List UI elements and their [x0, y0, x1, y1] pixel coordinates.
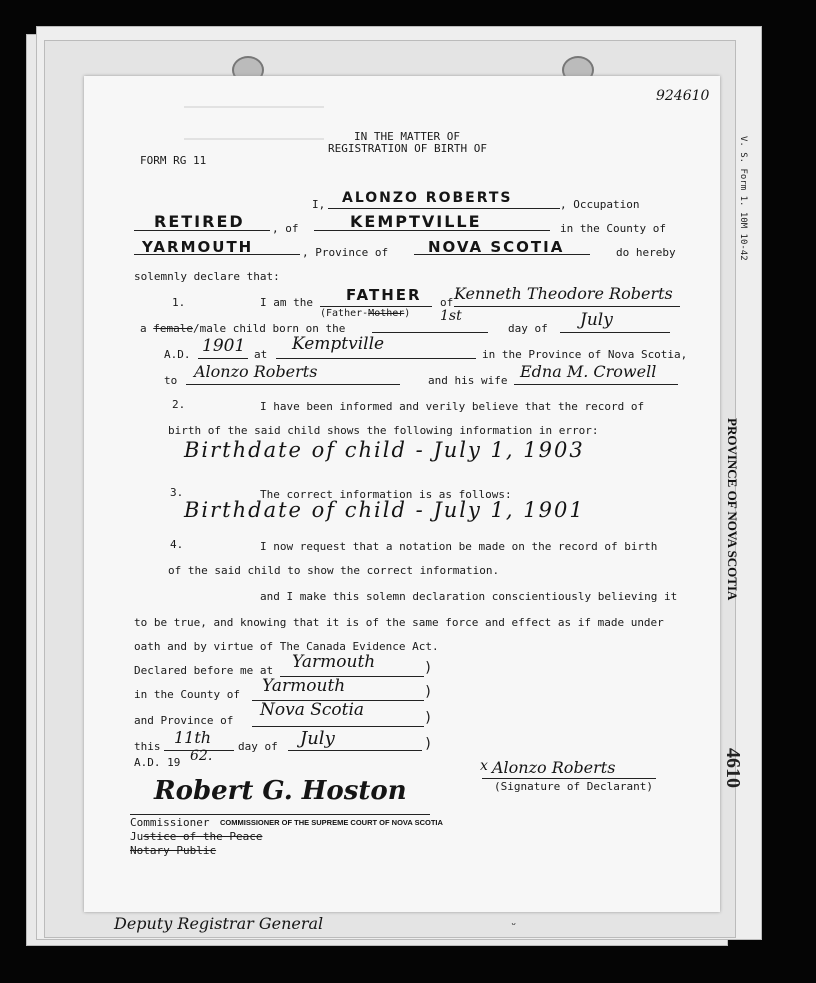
item2-number: 2. [172, 398, 186, 411]
closing-line2: to be true, and knowing that it is of the same force and effect as if made under [134, 616, 664, 629]
justice-line [130, 830, 262, 843]
birth-day: 1st [440, 308, 462, 324]
birth-month: July [580, 310, 613, 330]
bracket-1: ) [424, 660, 433, 676]
declarant-mark: x [480, 758, 488, 774]
day-of-label: day of [508, 322, 548, 335]
declarant-caption: (Signature of Declarant) [494, 780, 653, 793]
item1-of-label: of [440, 296, 454, 309]
heading-line1: IN THE MATTER OF [354, 130, 460, 143]
item1-number: 1. [172, 296, 186, 309]
ad-label: A.D. [164, 348, 191, 361]
bracket-4: ) [424, 736, 433, 752]
sex-suffix: /male child born on the [193, 322, 346, 335]
residence-value: KEMPTVILLE [350, 212, 482, 231]
birth-year-line [198, 358, 248, 359]
footer-mark: ᵕ [510, 918, 518, 932]
error-value: Birthdate of child - July 1, 1903 [184, 438, 585, 462]
residence-line [314, 230, 550, 231]
sex-struck: female [153, 322, 193, 335]
declared-month-value: July [300, 728, 335, 749]
bleed-through-text [184, 106, 324, 140]
relation-line [320, 306, 432, 307]
child-name-line [454, 306, 680, 307]
birth-month-line [560, 332, 670, 333]
mother-name: Edna M. Crowell [520, 362, 657, 381]
relation-hint [320, 308, 410, 319]
declared-this-label: this [134, 740, 161, 753]
county-line [134, 254, 300, 255]
relation-hint-suffix: ) [404, 308, 411, 319]
bracket-3: ) [424, 710, 433, 726]
father-name: Alonzo Roberts [194, 362, 318, 381]
province-label: , Province of [302, 246, 389, 259]
declared-at-label: Declared before me at [134, 664, 274, 677]
in-province-label: in the Province of Nova Scotia, [482, 348, 688, 361]
form-id: FORM RG 11 [140, 154, 207, 167]
item3-number: 3. [170, 486, 184, 499]
justice-prefix: Ju [130, 830, 144, 843]
declared-province-label: and Province of [134, 714, 234, 727]
birth-place-line [276, 358, 476, 359]
province-line [414, 254, 590, 255]
solemnly-label: solemnly declare that: [134, 270, 280, 283]
declared-month-line [288, 750, 422, 751]
sex-prefix: a [140, 322, 154, 335]
item4-text2: of the said child to show the correct information. [168, 564, 500, 577]
mother-name-line [514, 384, 678, 385]
heading-line2: REGISTRATION OF BIRTH OF [328, 142, 487, 155]
relation-hint-prefix: (Father- [320, 308, 369, 319]
hereby-label: do hereby [616, 246, 676, 259]
item3-text: The correct information is as follows: [260, 488, 512, 501]
side-form-label: V. S. Form 1. 10M 10-42 [738, 136, 748, 261]
file-number: 924610 [656, 88, 710, 104]
item2-text1: I have been informed and verily believe that the record of [260, 400, 645, 413]
item4-text1: I now request that a notation be made on the record of birth [260, 540, 658, 553]
declared-ad-label: A.D. 19 [134, 756, 181, 769]
commissioner-line [130, 814, 430, 815]
birth-year: 1901 [202, 336, 246, 356]
declared-at-value: Yarmouth [292, 652, 376, 672]
item1-i-am-the: I am the [260, 296, 313, 309]
item2-text2: birth of the said child shows the following information in error: [168, 424, 599, 437]
commissioner-stamp: COMMISSIONER OF THE SUPREME COURT OF NOVA SCOTIA [220, 818, 443, 827]
relation-value: FATHER [346, 286, 422, 304]
father-name-line [186, 384, 400, 385]
closing-line3: oath and by virtue of The Canada Evidence Act. [134, 640, 439, 653]
item4-number: 4. [170, 538, 184, 551]
declaration-form [84, 76, 720, 912]
of-label: , of [272, 222, 299, 235]
birth-place: Kemptville [292, 334, 385, 354]
to-label: to [164, 374, 178, 387]
declarant-name-line [328, 208, 560, 209]
justice-struck: stice of the Peace [143, 830, 263, 843]
declared-county-value: Yarmouth [262, 676, 346, 696]
declarant-prefix: I, [312, 198, 326, 211]
declared-province-value: Nova Scotia [260, 700, 365, 720]
occupation-value: RETIRED [154, 212, 245, 231]
relation-hint-struck: Mother [368, 308, 405, 319]
wife-label: and his wife [428, 374, 508, 387]
county-value: YARMOUTH [142, 238, 254, 256]
child-name: Kenneth Theodore Roberts [454, 284, 673, 303]
declared-year-value: 62. [190, 748, 213, 764]
declarant-signature: Alonzo Roberts [492, 758, 616, 777]
declarant-name: ALONZO ROBERTS [342, 190, 513, 206]
footer-note: Deputy Registrar General [114, 914, 324, 933]
commissioner-signature: Robert G. Hoston [154, 776, 407, 806]
declared-province-line [252, 726, 424, 727]
declarant-signature-line [482, 778, 656, 779]
correct-value: Birthdate of child - July 1, 1901 [184, 498, 585, 522]
notary-struck: Notary Public [130, 844, 217, 857]
declared-county-label: in the County of [134, 688, 240, 701]
declared-day-of-label: day of [238, 740, 278, 753]
closing-line1: and I make this solemn declaration conscientiously believing it [260, 590, 678, 603]
birth-day-line [372, 332, 488, 333]
commissioner-label: Commissioner [130, 816, 210, 829]
declared-day-value: 11th [174, 728, 212, 747]
side-stamp-number: 4610 [722, 748, 744, 788]
county-label: in the County of [560, 222, 666, 235]
occupation-label: , Occupation [560, 198, 640, 211]
side-province: PROVINCE OF NOVA SCOTIA [725, 418, 740, 601]
bracket-2: ) [424, 684, 433, 700]
province-value: NOVA SCOTIA [428, 238, 565, 256]
occupation-line [134, 230, 270, 231]
at-label: at [254, 348, 268, 361]
